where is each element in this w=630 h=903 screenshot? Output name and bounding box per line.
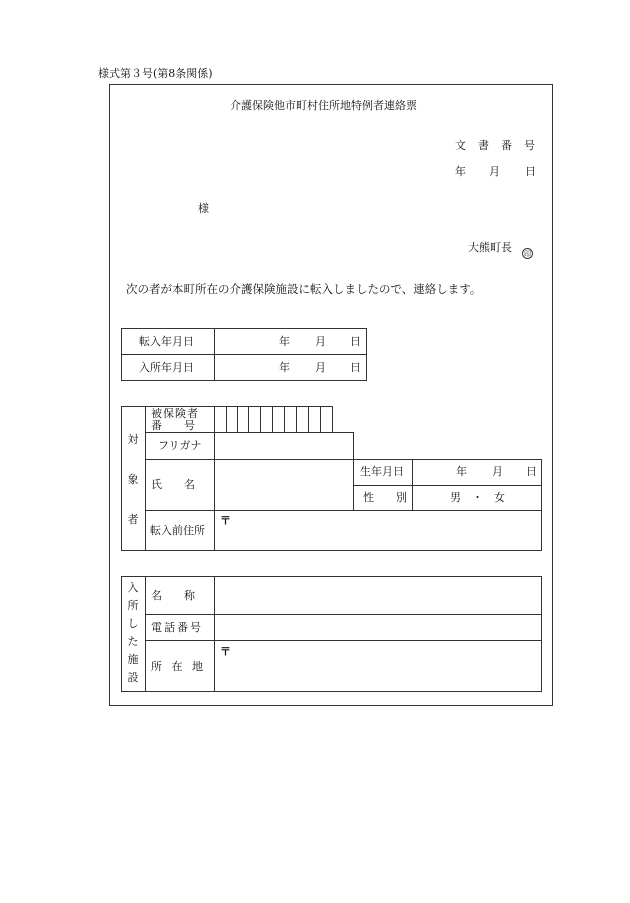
furigana-label: フリガナ bbox=[158, 439, 202, 452]
facility-side-char: 施 bbox=[127, 653, 139, 666]
divider bbox=[214, 328, 215, 381]
doc-number-label bbox=[455, 140, 535, 151]
move-in-date-label: 転入年月日 bbox=[139, 335, 194, 348]
divider bbox=[308, 406, 309, 432]
facility-postal-mark: 〒 bbox=[220, 645, 231, 658]
facility-name-label: 名 称 bbox=[151, 589, 195, 602]
facility-side-char: し bbox=[127, 617, 139, 630]
divider bbox=[332, 406, 333, 432]
gender-options: 男 ・ 女 bbox=[450, 491, 505, 504]
divider bbox=[214, 576, 215, 692]
divider bbox=[226, 406, 227, 432]
gender-label: 性 別 bbox=[363, 491, 407, 504]
divider bbox=[272, 406, 273, 432]
addressee-suffix: 様 bbox=[198, 202, 209, 215]
facility-location-label: 所 在 地 bbox=[151, 660, 206, 673]
sender: 大熊町長 bbox=[468, 241, 512, 254]
divider bbox=[121, 406, 122, 550]
divider bbox=[320, 406, 321, 432]
divider bbox=[145, 406, 146, 550]
facility-side-char: 入 bbox=[127, 581, 139, 594]
form-number: 様式第３号(第8条関係) bbox=[98, 67, 213, 80]
divider bbox=[145, 459, 542, 460]
divider bbox=[248, 406, 249, 432]
birth-day: 日 bbox=[526, 465, 537, 478]
form-title: 介護保険他市町村住所地特例者連絡票 bbox=[230, 99, 417, 112]
doc-number-char: 番 bbox=[501, 139, 512, 152]
subject-side-char: 象 bbox=[127, 473, 139, 486]
admission-date-label: 入所年月日 bbox=[139, 361, 194, 374]
divider bbox=[145, 614, 542, 615]
subject-side-char: 対 bbox=[127, 433, 139, 446]
facility-phone-label: 電話番号 bbox=[151, 621, 203, 634]
divider bbox=[145, 640, 542, 641]
date-day: 日 bbox=[525, 165, 536, 178]
insured-number-label-2: 番 号 bbox=[151, 419, 195, 432]
date-month: 月 bbox=[489, 165, 500, 178]
move-in-day: 日 bbox=[350, 335, 361, 348]
facility-side-char: 所 bbox=[127, 599, 139, 612]
divider bbox=[260, 406, 261, 432]
divider bbox=[214, 406, 215, 550]
name-label: 氏 名 bbox=[151, 478, 195, 491]
divider bbox=[353, 432, 354, 510]
facility-side-char: た bbox=[127, 635, 139, 648]
divider bbox=[121, 550, 542, 551]
birthdate-label: 生年月日 bbox=[360, 465, 404, 478]
move-in-year: 年 bbox=[279, 335, 290, 348]
divider bbox=[296, 406, 297, 432]
move-in-month: 月 bbox=[315, 335, 326, 348]
subject-side-char: 者 bbox=[127, 513, 139, 526]
admission-year: 年 bbox=[279, 361, 290, 374]
divider bbox=[541, 459, 542, 550]
doc-number-char: 書 bbox=[478, 139, 489, 152]
divider bbox=[145, 432, 354, 433]
statement: 次の者が本町所在の介護保険施設に転入しましたので、連絡します。 bbox=[126, 282, 482, 296]
postal-mark: 〒 bbox=[220, 514, 231, 527]
divider bbox=[145, 510, 542, 511]
prev-address-label: 転入前住所 bbox=[150, 524, 205, 537]
seal-icon: 印 bbox=[524, 250, 531, 258]
divider bbox=[284, 406, 285, 432]
admission-month: 月 bbox=[315, 361, 326, 374]
birth-month: 月 bbox=[492, 465, 503, 478]
divider bbox=[145, 576, 146, 692]
birth-year: 年 bbox=[456, 465, 467, 478]
date-year: 年 bbox=[455, 165, 466, 178]
doc-number-char: 文 bbox=[455, 139, 466, 152]
admission-day: 日 bbox=[350, 361, 361, 374]
seal-mark bbox=[522, 241, 533, 260]
divider bbox=[121, 354, 367, 355]
divider bbox=[237, 406, 238, 432]
doc-number-char: 号 bbox=[524, 139, 535, 152]
divider bbox=[353, 485, 542, 486]
insured-number-label-1: 被保険者 bbox=[151, 407, 199, 420]
facility-side-char: 設 bbox=[127, 671, 139, 684]
